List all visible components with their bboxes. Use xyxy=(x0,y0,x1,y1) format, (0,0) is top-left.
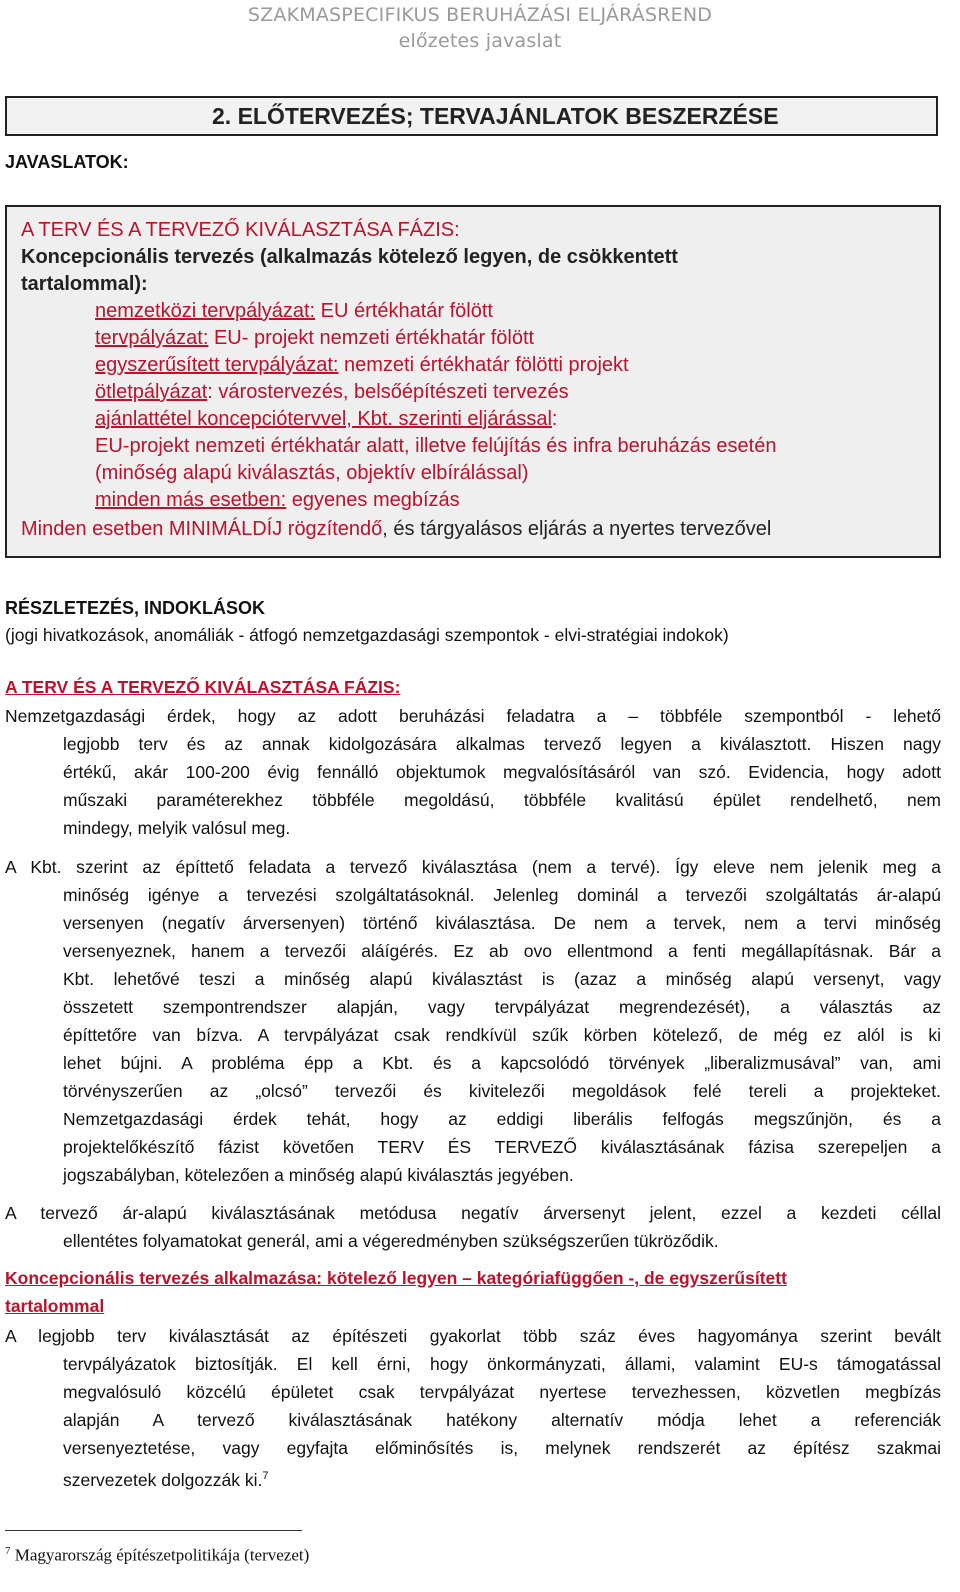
proposal-box xyxy=(5,205,941,558)
eu-line-1: EU-projekt nemzeti értékhatár alatt, illetve felújítás és infra beruházás esetén xyxy=(95,435,777,457)
paragraph-line: építtetőre van bízva. A tervpályázat csak rendkívül szűk körben kötelező, de még ez alól is ki xyxy=(63,1025,941,1045)
paragraph-line: lehet bújni. A probléma épp a Kbt. és a kapcsolódó törvények „liberalizmusával” van, ami xyxy=(63,1053,941,1073)
paragraph-line: tervpályázatok biztosítják. El kell érni, hogy önkormányzati, állami, valamint EU-s támogatással xyxy=(63,1354,941,1374)
concept-heading-line-2: tartalommal xyxy=(5,1296,105,1316)
paragraph-line: A tervező ár-alapú kiválasztásának metódusa negatív árversenyt jelent, ezzel a kezdeti céllal xyxy=(5,1203,941,1223)
details-subheading: (jogi hivatkozások, anomáliák - átfogó nemzetgazdasági szempontok - elvi-stratégiai indokok) xyxy=(5,625,729,645)
other-case-desc: egyenes megbízás xyxy=(286,489,460,511)
final-line xyxy=(21,516,771,543)
proposal-item-term: ajánlattétel koncepciótervvel, Kbt. szerinti eljárással xyxy=(95,408,552,430)
other-case-line xyxy=(95,487,460,514)
paragraph-line: A legjobb terv kiválasztását az építészeti gyakorlat több száz éves hagyománya szerint bevált xyxy=(5,1326,941,1346)
negotiation-text: , és tárgyalásos eljárás a nyertes tervezővel xyxy=(382,518,772,540)
proposal-item-desc: EU értékhatár fölött xyxy=(315,300,493,322)
proposal-item xyxy=(95,325,534,352)
footnote xyxy=(5,1545,309,1566)
proposal-item xyxy=(95,379,569,406)
paragraph-line: ellentétes folyamatokat generál, ami a végeredményben szükségszerűen tükröződik. xyxy=(63,1231,719,1251)
other-case-term: minden más esetben: xyxy=(95,489,287,511)
paragraph-line-text: szervezetek dolgozzák ki. xyxy=(63,1469,263,1490)
phase-title: A TERV ÉS A TERVEZŐ KIVÁLASZTÁSA FÁZIS: xyxy=(21,219,460,241)
paragraph-line: törvényszerűen az „olcsó” tervezői és kivitelezői megoldások felé tereli a projekteket. xyxy=(63,1081,941,1101)
details-heading: RÉSZLETEZÉS, INDOKLÁSOK xyxy=(5,598,266,618)
paragraph-line: versenyen (negatív árversenyen) történő kiválasztása. De nem a tervek, nem a tervi minőség xyxy=(63,913,941,933)
paragraph-line: A Kbt. szerint az építtető feladata a tervező kiválasztása (nem a tervé). Így eleve nem jelenik meg a xyxy=(5,857,941,877)
proposal-item-desc: : várostervezés, belsőépítészeti tervezés xyxy=(207,381,569,403)
paragraph-line: Nemzetgazdasági érdek, hogy az adott beruházási feladatra a – többféle szempontból - lehető xyxy=(5,706,941,726)
paragraph-line: műszaki paraméterekhez többféle megoldású, többféle kvalitású épület rendelhető, nem xyxy=(63,790,941,810)
javaslatok-label: JAVASLATOK: xyxy=(5,152,129,172)
proposal-item xyxy=(95,406,557,433)
section-title: 2. ELŐTERVEZÉS; TERVAJÁNLATOK BESZERZÉSE xyxy=(212,103,779,129)
paragraph-line: legjobb terv és az annak kidolgozására alkalmas tervező legyen a kiválasztott. Hiszen nagy xyxy=(63,734,941,754)
proposal-item-desc: : xyxy=(551,408,558,430)
paragraph-line: jogszabályban, kötelezően a minőség alapú kiválasztás jegyében. xyxy=(63,1165,574,1185)
phase-heading: A TERV ÉS A TERVEZŐ KIVÁLASZTÁSA FÁZIS: xyxy=(5,677,401,697)
paragraph-line: versenyeznek, hanem a tervezői aláígérés. Ez ab ovo ellentmond a fenti megállapításnak. Bár a xyxy=(63,941,941,961)
paragraph-line xyxy=(63,1462,269,1494)
paragraph-line: Nemzetgazdasági érdek tehát, hogy az eddigi liberális felfogás megszűnjön, és a xyxy=(63,1109,941,1129)
document-header-subtitle: előzetes javaslat xyxy=(398,30,562,52)
proposal-item-term: nemzetközi tervpályázat: xyxy=(95,300,316,322)
eu-line-2: (minőség alapú kiválasztás, objektív elbírálással) xyxy=(95,462,529,484)
footnote-separator xyxy=(5,1530,302,1531)
section-title-box xyxy=(5,96,938,136)
paragraph-line: Kbt. lehetővé teszi a minőség alapú kiválasztást is (azaz a minőség alapú versenyt, vagy xyxy=(63,969,941,989)
minimum-fee-text: Minden esetben MINIMÁLDÍJ rögzítendő xyxy=(21,518,383,540)
paragraph-line: értékű, akár 100-200 évig fennálló objektumok megvalósításáról van szó. Evidencia, hogy adott xyxy=(63,762,941,782)
paragraph-line: alapján A tervező kiválasztásának hatékony alternatív módja lehet a referenciák xyxy=(63,1410,941,1430)
proposal-item xyxy=(95,298,493,325)
concept-heading-line-1: Koncepcionális tervezés alkalmazása: kötelező legyen – kategóriafüggően -, de egyszerűsített xyxy=(5,1268,787,1288)
proposal-item-term: tervpályázat: xyxy=(95,327,209,349)
footnote-reference[interactable]: 7 xyxy=(262,1470,269,1482)
paragraph-line: minőség igénye a tervezési szolgáltatásoknál. Jelenleg dominál a tervezői szolgáltatás ár-alapú xyxy=(63,885,941,905)
paragraph-line: mindegy, melyik valósul meg. xyxy=(63,818,291,838)
concept-line-2: tartalommal): xyxy=(21,273,148,295)
proposal-item-desc: EU- projekt nemzeti értékhatár fölött xyxy=(208,327,535,349)
proposal-item-term: ötletpályázat xyxy=(95,381,208,403)
footnote-text: Magyarország építészetpolitikája (tervezet) xyxy=(10,1545,310,1565)
paragraph-line: projektelőkészítő fázist követően TERV ÉS TERVEZŐ kiválasztásának fázisa szerepeljen a xyxy=(63,1137,941,1157)
footnote-mark: 7 xyxy=(5,1545,11,1557)
concept-line-1: Koncepcionális tervezés (alkalmazás kötelező legyen, de csökkentett xyxy=(21,246,678,268)
paragraph-line: megvalósuló közcélú épületet csak tervpályázat nyertese tervezhessen, közvetlen megbízás xyxy=(63,1382,941,1402)
paragraph-line: versenyeztetése, vagy egyfajta előminősítés is, melynek rendszerét az építész szakmai xyxy=(63,1438,941,1458)
proposal-item-term: egyszerűsített tervpályázat: xyxy=(95,354,339,376)
document-header-title: SZAKMASPECIFIKUS BERUHÁZÁSI ELJÁRÁSREND xyxy=(247,4,713,26)
proposal-item xyxy=(95,352,629,379)
proposal-item-desc: nemzeti értékhatár fölötti projekt xyxy=(338,354,629,376)
paragraph-line: összetett szempontrendszer alapján, vagy tervpályázat megrendezését), a választás az xyxy=(63,997,941,1017)
